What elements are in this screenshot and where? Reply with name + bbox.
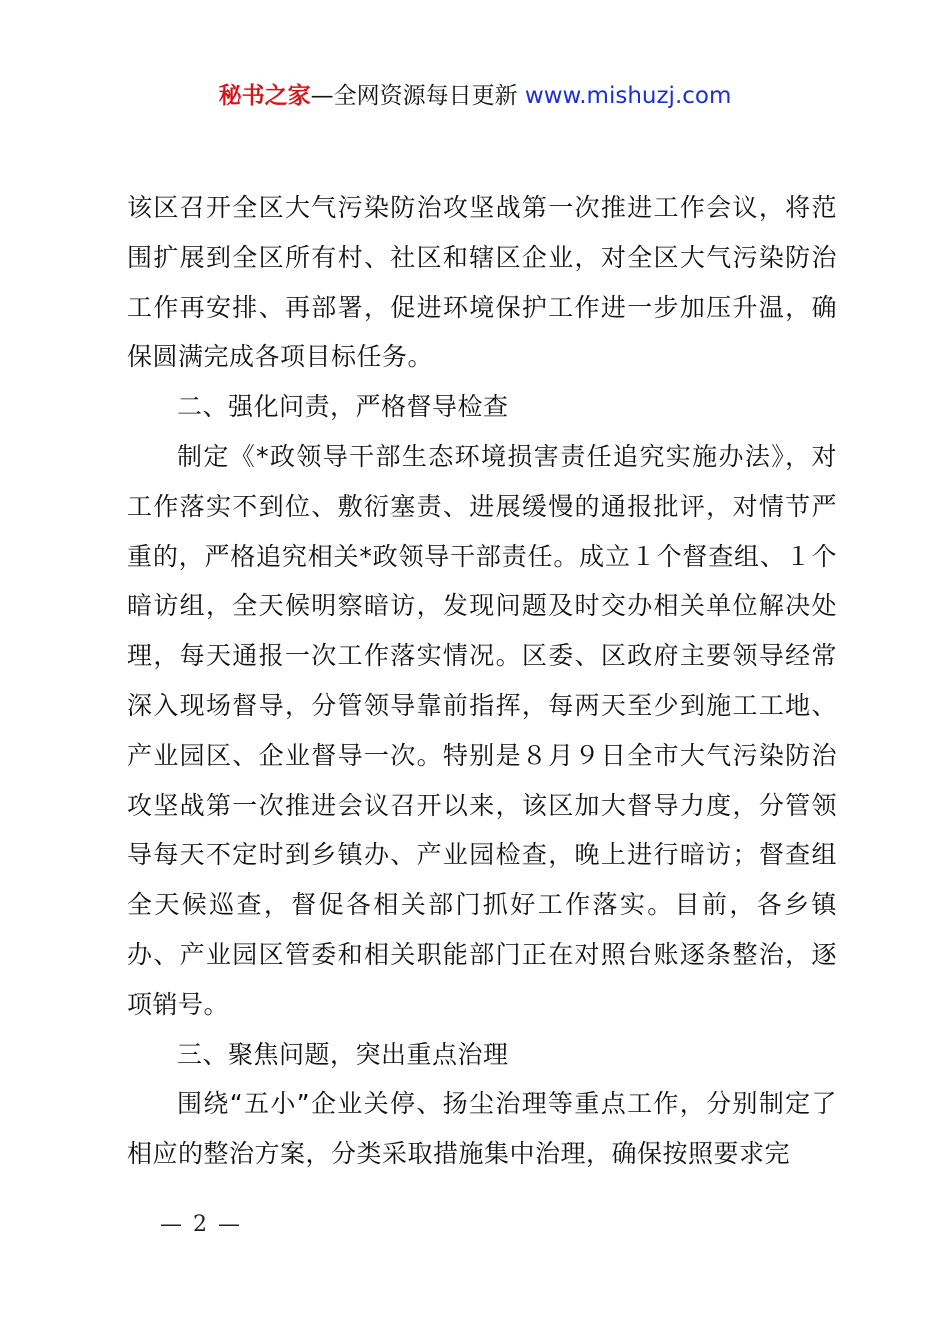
paragraph-continued: 该区召开全区大气污染防治攻坚战第一次推进工作会议，将范围扩展到全区所有村、社区和辖区企业，对全区大气污染防治工作再安排、再部署，促进环境保护工作进一步加压升温，确保圆满完成各项目标任务。 bbox=[127, 193, 837, 372]
site-brand: 秘书之家 bbox=[218, 83, 311, 109]
paragraph-accountability: 制定《*政领导干部生态环境损害责任追究实施办法》，对工作落实不到位、敷衍塞责、进展缓慢的通报批评，对情节严重的，严格追究相关*政领导干部责任。成立１个督查组、１个暗访组，全天候明察暗访，发现问题及时交办相关单位解决处理，每天通报一次工作落实情况。区委、区政府主要领导经常深入现场督导，分管领导靠前指挥，每两天至少到施工工地、产业园区、企业督导一次。特别是８月９日全市大气污染防治攻坚战第一次推进会议召开以来，该区加大督导力度，分管领导每天不定时到乡镇办、产业园检查，晚上进行暗访；督查组全天候巡查，督促各相关部门抓好工作落实。目前，各乡镇办、产业园区管委和相关职能部门正在对照台账逐条整治，逐项销号。 bbox=[127, 441, 837, 1019]
site-tagline: —全网资源每日更新 bbox=[310, 83, 518, 109]
site-url-link[interactable]: www.mishuzj.com bbox=[524, 83, 732, 109]
section-heading-3: 三、聚焦问题，突出重点治理 bbox=[177, 1039, 509, 1069]
site-header bbox=[0, 78, 950, 114]
paragraph-key-governance: 围绕“五小”企业关停、扬尘治理等重点工作，分别制定了相应的整治方案，分类采取措施集中治理，确保按照要求完 bbox=[127, 1089, 837, 1169]
document-body bbox=[127, 183, 837, 1179]
page-number: — 2 — bbox=[160, 1212, 242, 1237]
section-heading-2: 二、强化问责，严格督导检查 bbox=[177, 392, 509, 422]
